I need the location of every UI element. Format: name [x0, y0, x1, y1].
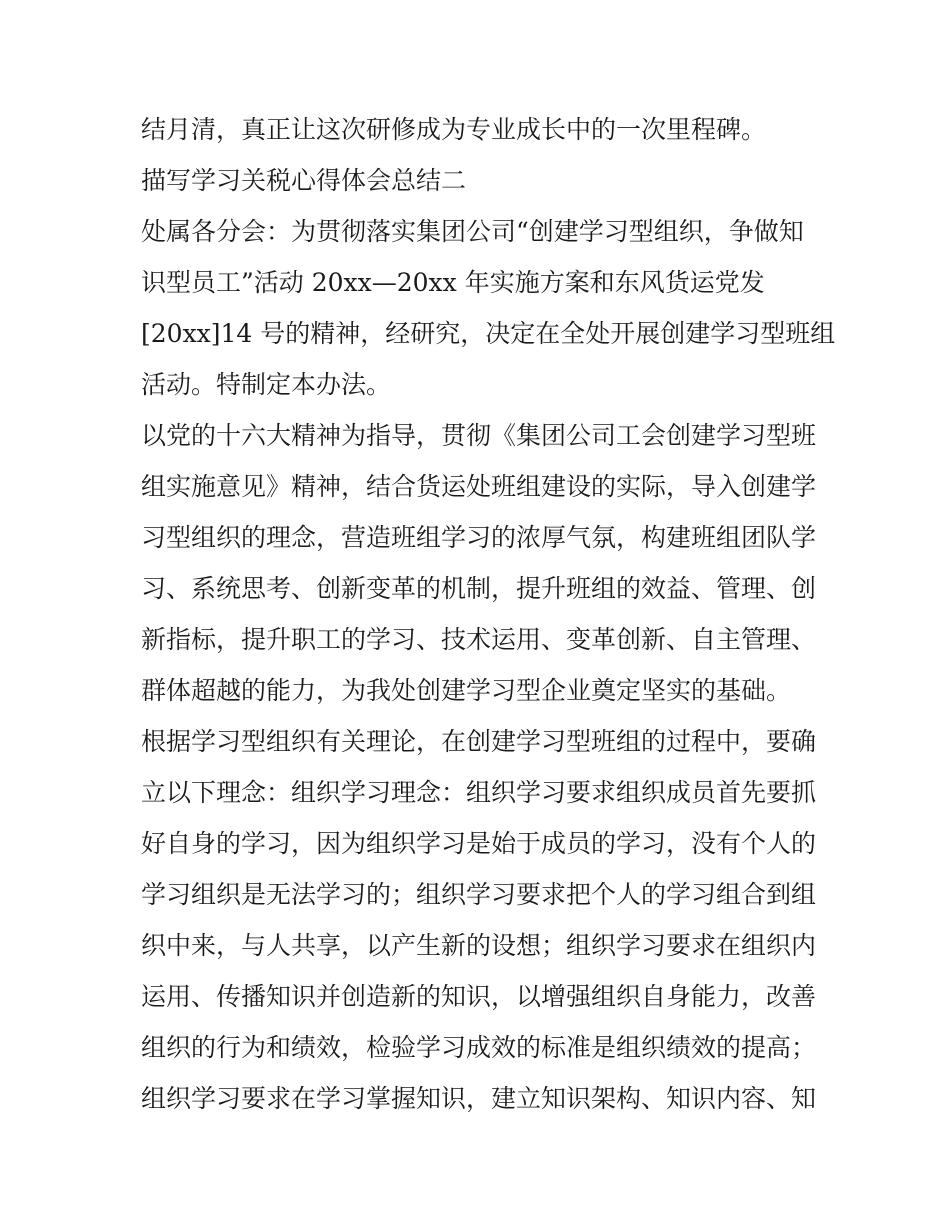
text-line: 学习组织是无法学习的；组织学习要求把个人的学习组合到组: [141, 880, 817, 909]
text-line: 组织学习要求在学习掌握知识，建立知识架构、知识内容、知: [141, 1084, 817, 1113]
text-line: 组织的行为和绩效，检验学习成效的标准是组织绩效的提高；: [141, 1033, 817, 1062]
text-line: 群体超越的能力，为我处创建学习型企业奠定坚实的基础。: [141, 676, 792, 705]
text-line: 习、系统思考、创新变革的机制，提升班组的效益、管理、创: [141, 574, 817, 603]
section-heading: 描写学习关税心得体会总结二: [141, 166, 467, 195]
text-line: 立以下理念：组织学习理念：组织学习要求组织成员首先要抓: [141, 778, 817, 807]
text-line: 根据学习型组织有关理论，在创建学习型班组的过程中，要确: [141, 727, 817, 756]
text-line: 习型组织的理念，营造班组学习的浓厚气氛，构建班组团队学: [141, 523, 817, 552]
text-line: 好自身的学习，因为组织学习是始于成员的学习，没有个人的: [141, 829, 817, 858]
text-line: 织中来，与人共享，以产生新的设想；组织学习要求在组织内: [141, 931, 817, 960]
text-line: 活动。特制定本办法。: [141, 370, 392, 399]
text-line: 以党的十六大精神为指导，贯彻《集团公司工会创建学习型班: [141, 421, 817, 450]
text-line: 结月清，真正让这次研修成为专业成长中的一次里程碑。: [141, 115, 767, 144]
text-line: 识型员工”活动 20xx—20xx 年实施方案和东风货运党发: [141, 268, 765, 297]
text-line: [20xx]14 号的精神，经研究，决定在全处开展创建学习型班组: [141, 319, 836, 348]
text-line: 新指标，提升职工的学习、技术运用、变革创新、自主管理、: [141, 625, 817, 654]
text-line: 组实施意见》精神，结合货运处班组建设的实际，导入创建学: [141, 472, 817, 501]
document-body: [141, 104, 836, 1124]
text-line: 运用、传播知识并创造新的知识，以增强组织自身能力，改善: [141, 982, 817, 1011]
text-line: 处属各分会：为贯彻落实集团公司“创建学习型组织，争做知: [141, 217, 804, 246]
